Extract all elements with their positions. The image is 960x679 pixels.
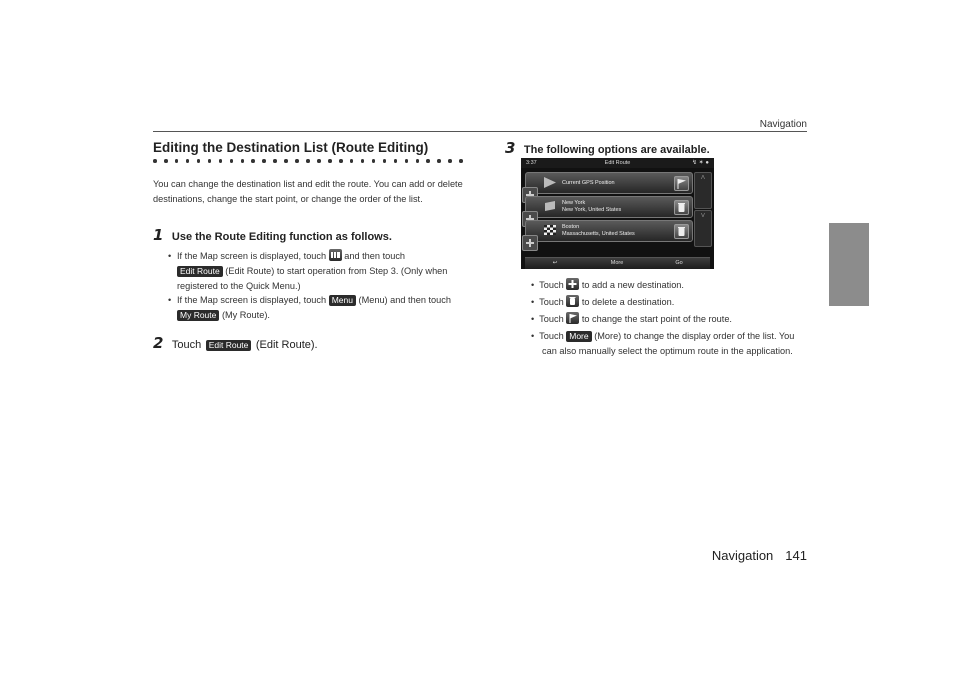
more-label: More [610,260,624,266]
row-subtitle: Massachusetts, United States [562,231,635,237]
trash-icon [674,200,689,215]
edit-route-screenshot [521,158,714,269]
scroll-up-button: ˄ [694,172,712,209]
option-text: Touch [539,314,564,324]
step-number: 1 [153,226,164,244]
step-title: Use the Route Editing function as follows. [171,231,392,243]
edit-route-button-label: Edit Route [177,266,223,277]
option-text: to delete a destination. [581,297,675,307]
row-title: New York [562,200,586,206]
page-footer [700,548,807,563]
step-title: The following options are available. [523,144,710,156]
route-menu-icon [329,249,342,261]
option-text: Touch [539,331,564,341]
clock: 3:37 [526,160,537,166]
add-destination-icon [566,278,579,290]
checkered-flag-icon [543,224,557,237]
set-start-flag-icon [674,176,689,191]
trash-icon [566,295,579,307]
option-text: to change the start point of the route. [581,314,732,324]
route-row [525,172,693,194]
scroll-down-button: ˅ [694,210,712,247]
menu-button-label: Menu [329,295,356,306]
go-label: Go [675,260,683,266]
step-2 [153,334,318,353]
route-row [525,196,693,218]
option-text: Touch [539,280,564,290]
bullet-text: If the Map screen is displayed, touch [177,251,327,261]
running-header: Navigation [759,119,807,130]
screen-title: Edit Route [604,160,631,166]
my-route-button-label: My Route [177,310,219,321]
intro-paragraph: You can change the destination list and edit the route. You can add or delete destinations, change the start point, or change the order of the list. [153,179,463,204]
bullet-text: (Edit Route) to start operation from Step 3. (Only when registered to the Quick Menu.) [177,266,448,291]
step-text: (Edit Route). [255,339,318,351]
option-text: (More) to change the display order of the list. You [594,331,795,341]
step-text: Touch [171,339,202,351]
chapter-tab [829,223,869,306]
waypoint-flag-icon [543,200,557,213]
option-text: Touch [539,297,564,307]
bullet-item: • If the Map screen is displayed, touch and then touch Edit Route (Edit Route) to start operation from Step 3. (Only when registered to the Quick Menu.) [168,251,448,291]
trash-icon [674,224,689,239]
footer-section: Navigation [711,548,774,563]
bullet-text: and then touch [344,251,406,261]
more-button-label: More [566,331,591,342]
page-number: 141 [785,548,807,563]
option-text: to add a new destination. [581,280,684,290]
device-bottom-bar [525,257,710,269]
start-flag-icon [566,312,579,324]
option-text: can also manually select the optimum route in the application. [542,346,793,356]
option-item: • Touch to change the start point of the route. [531,314,732,324]
header-rule [153,131,807,132]
step-3 [505,139,710,158]
add-destination-icon [522,235,538,251]
dotted-divider [153,159,463,165]
back-icon: ↩ [552,260,558,266]
section-title: Editing the Destination List (Route Editing) [153,140,429,155]
step-1 [153,226,392,245]
row-subtitle: New York, United States [562,207,622,213]
bullet-text: (Menu) and then touch [358,295,451,305]
option-item: • Touch to add a new destination. [531,280,684,290]
row-title: Boston [562,224,580,230]
bullet-text: If the Map screen is displayed, touch [177,295,327,305]
option-item: • Touch to delete a destination. [531,297,675,307]
route-row [525,220,693,242]
status-icons: ↯ ✶ ● [691,160,709,166]
edit-route-button-label: Edit Route [206,340,252,351]
step-number: 2 [153,334,164,352]
device-status-bar [521,158,714,168]
step-number: 3 [505,139,516,157]
row-label: Current GPS Position [562,180,615,186]
bullet-item: • If the Map screen is displayed, touch Menu (Menu) and then touch My Route (My Route). [168,295,451,320]
start-arrow-icon [543,176,557,189]
option-item: • Touch More (More) to change the display order of the list. You can also manually select the optimum route in the application. [531,331,795,356]
bullet-text: (My Route). [221,310,270,320]
